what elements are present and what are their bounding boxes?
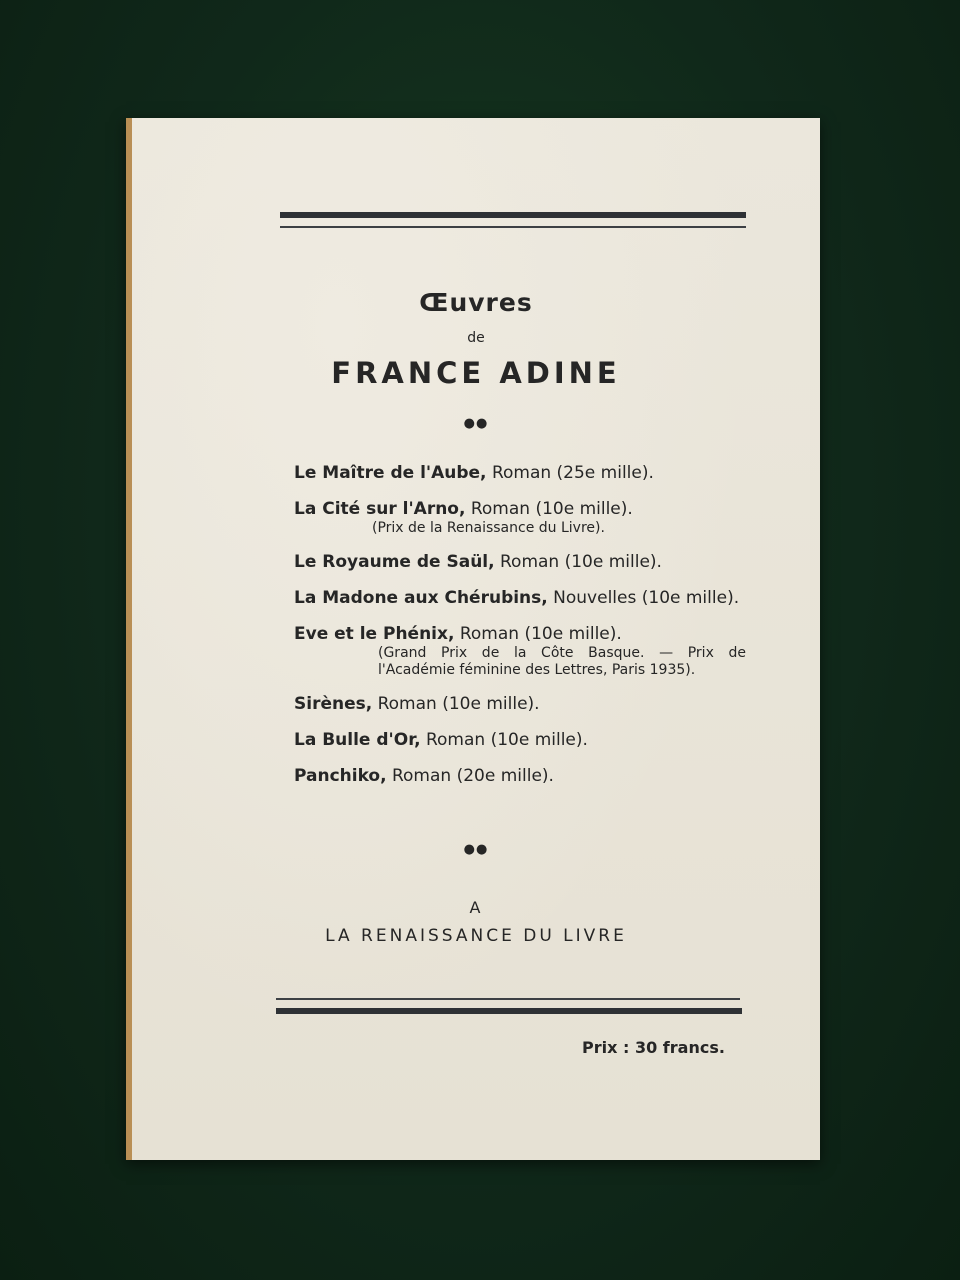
list-item xyxy=(294,765,764,787)
work-title: La Bulle d'Or, xyxy=(294,730,421,750)
work-edition: (10e mille). xyxy=(524,624,622,644)
work-genre: Nouvelles xyxy=(553,588,637,608)
work-edition: (20e mille). xyxy=(456,766,554,786)
publisher-prefix: A xyxy=(469,898,483,917)
list-item xyxy=(294,587,764,609)
work-title: Le Maître de l'Aube, xyxy=(294,463,487,483)
list-item xyxy=(294,498,764,537)
award-note-line-1: (Grand Prix de la Côte Basque. — Prix de xyxy=(378,645,746,661)
top-thick-rule xyxy=(280,212,746,218)
author-name: FRANCE ADINE xyxy=(331,356,621,390)
work-title: La Madone aux Chérubins, xyxy=(294,588,548,608)
book-back-cover xyxy=(126,118,820,1160)
oeuvres-heading: Œuvres xyxy=(419,288,533,317)
work-genre: Roman xyxy=(491,463,552,483)
work-award-note: (Prix de la Renaissance du Livre). xyxy=(372,520,605,536)
work-edition: (10e mille). xyxy=(564,552,662,572)
list-item xyxy=(294,729,764,751)
work-edition: (10e mille). xyxy=(490,730,588,750)
work-genre: Roman xyxy=(425,730,486,750)
work-edition: (10e mille). xyxy=(442,694,540,714)
work-genre: Roman xyxy=(500,552,560,572)
work-title: La Cité sur l'Arno, xyxy=(294,499,466,519)
work-title: Sirènes, xyxy=(294,694,373,714)
bottom-thin-rule xyxy=(276,998,740,1000)
bottom-thick-rule xyxy=(276,1008,742,1014)
list-item xyxy=(294,462,764,484)
list-item xyxy=(294,551,764,573)
works-list xyxy=(294,462,764,787)
publisher-name: LA RENAISSANCE DU LIVRE xyxy=(325,926,627,946)
work-genre: Roman xyxy=(470,499,531,519)
award-note-line-2: l'Académie féminine des Lettres, Paris 1935). xyxy=(378,662,696,678)
work-edition: (25e mille). xyxy=(556,463,654,483)
work-genre: Roman xyxy=(377,694,437,714)
work-edition: (10e mille). xyxy=(641,588,740,608)
list-item xyxy=(294,623,764,679)
list-item xyxy=(294,693,764,715)
top-thin-rule xyxy=(280,226,746,228)
work-genre: Roman xyxy=(459,624,520,644)
de-label: de xyxy=(467,330,485,346)
work-genre: Roman xyxy=(391,766,452,786)
work-title: Eve et le Phénix, xyxy=(294,624,455,644)
price-label: Prix : 30 francs. xyxy=(582,1038,725,1057)
work-title: Le Royaume de Saül, xyxy=(294,552,495,572)
work-award-note xyxy=(294,645,746,679)
ornament-dots-top: ●● xyxy=(463,416,489,431)
ornament-dots-bottom: ●● xyxy=(463,842,489,857)
work-title: Panchiko, xyxy=(294,766,387,786)
work-edition: (10e mille). xyxy=(535,499,633,519)
